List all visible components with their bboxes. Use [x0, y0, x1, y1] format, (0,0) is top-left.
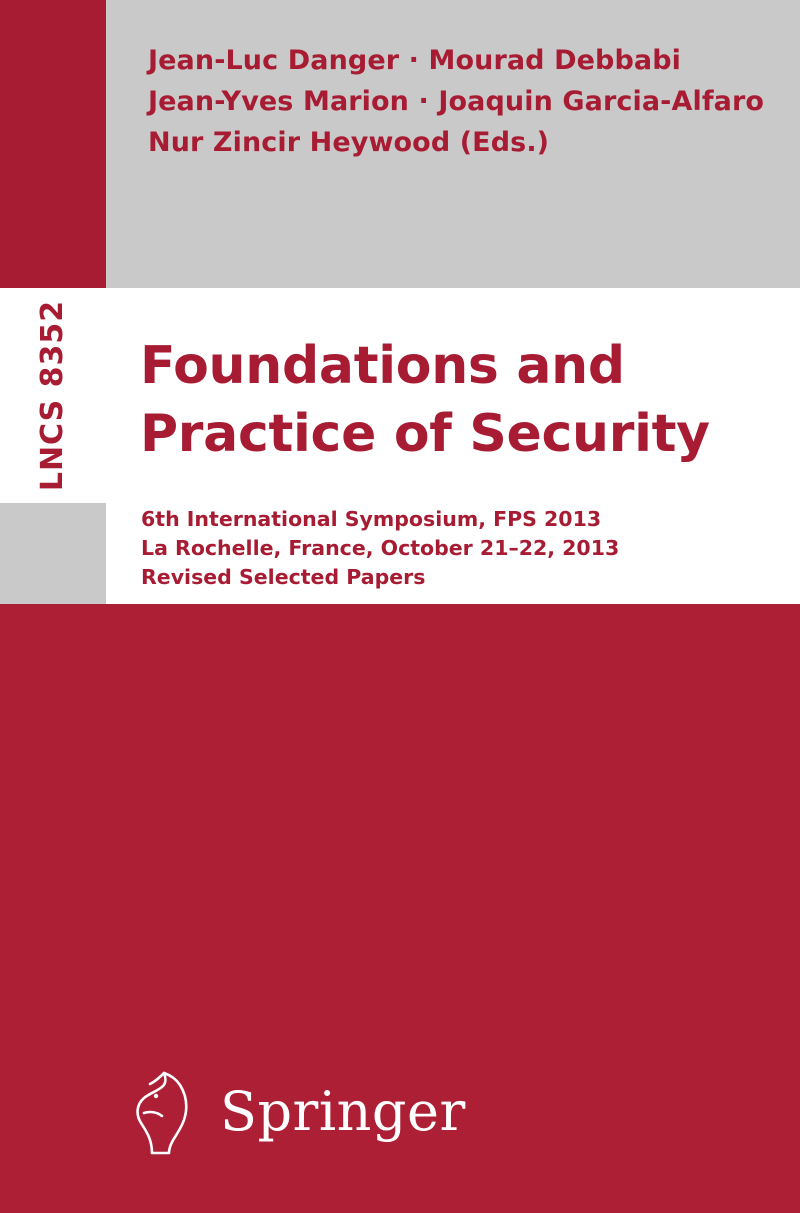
- series-label-text: LNCS 8352: [35, 299, 71, 492]
- springer-horse-icon: [130, 1069, 204, 1155]
- left-grey-sliver: [0, 503, 106, 604]
- title-line-1: Foundations and: [140, 336, 625, 396]
- book-subtitle: [141, 505, 781, 592]
- title-line-2: Practice of Security: [140, 404, 710, 464]
- editor-line-3: Nur Zincir Heywood (Eds.): [148, 127, 550, 158]
- subtitle-line-3: Revised Selected Papers: [141, 565, 426, 589]
- spine-red-block-top: [0, 0, 106, 288]
- series-label: [0, 288, 106, 503]
- publisher-logo: [130, 1069, 466, 1155]
- subtitle-line-1: 6th International Symposium, FPS 2013: [141, 507, 602, 531]
- publisher-name: Springer: [220, 1080, 466, 1143]
- editors-block: [148, 40, 768, 163]
- book-title: [140, 332, 780, 468]
- subtitle-line-2: La Rochelle, France, October 21–22, 2013: [141, 536, 620, 560]
- editor-line-2: Jean-Yves Marion · Joaquin Garcia-Alfaro: [148, 86, 765, 117]
- editor-line-1: Jean-Luc Danger · Mourad Debbabi: [148, 45, 681, 76]
